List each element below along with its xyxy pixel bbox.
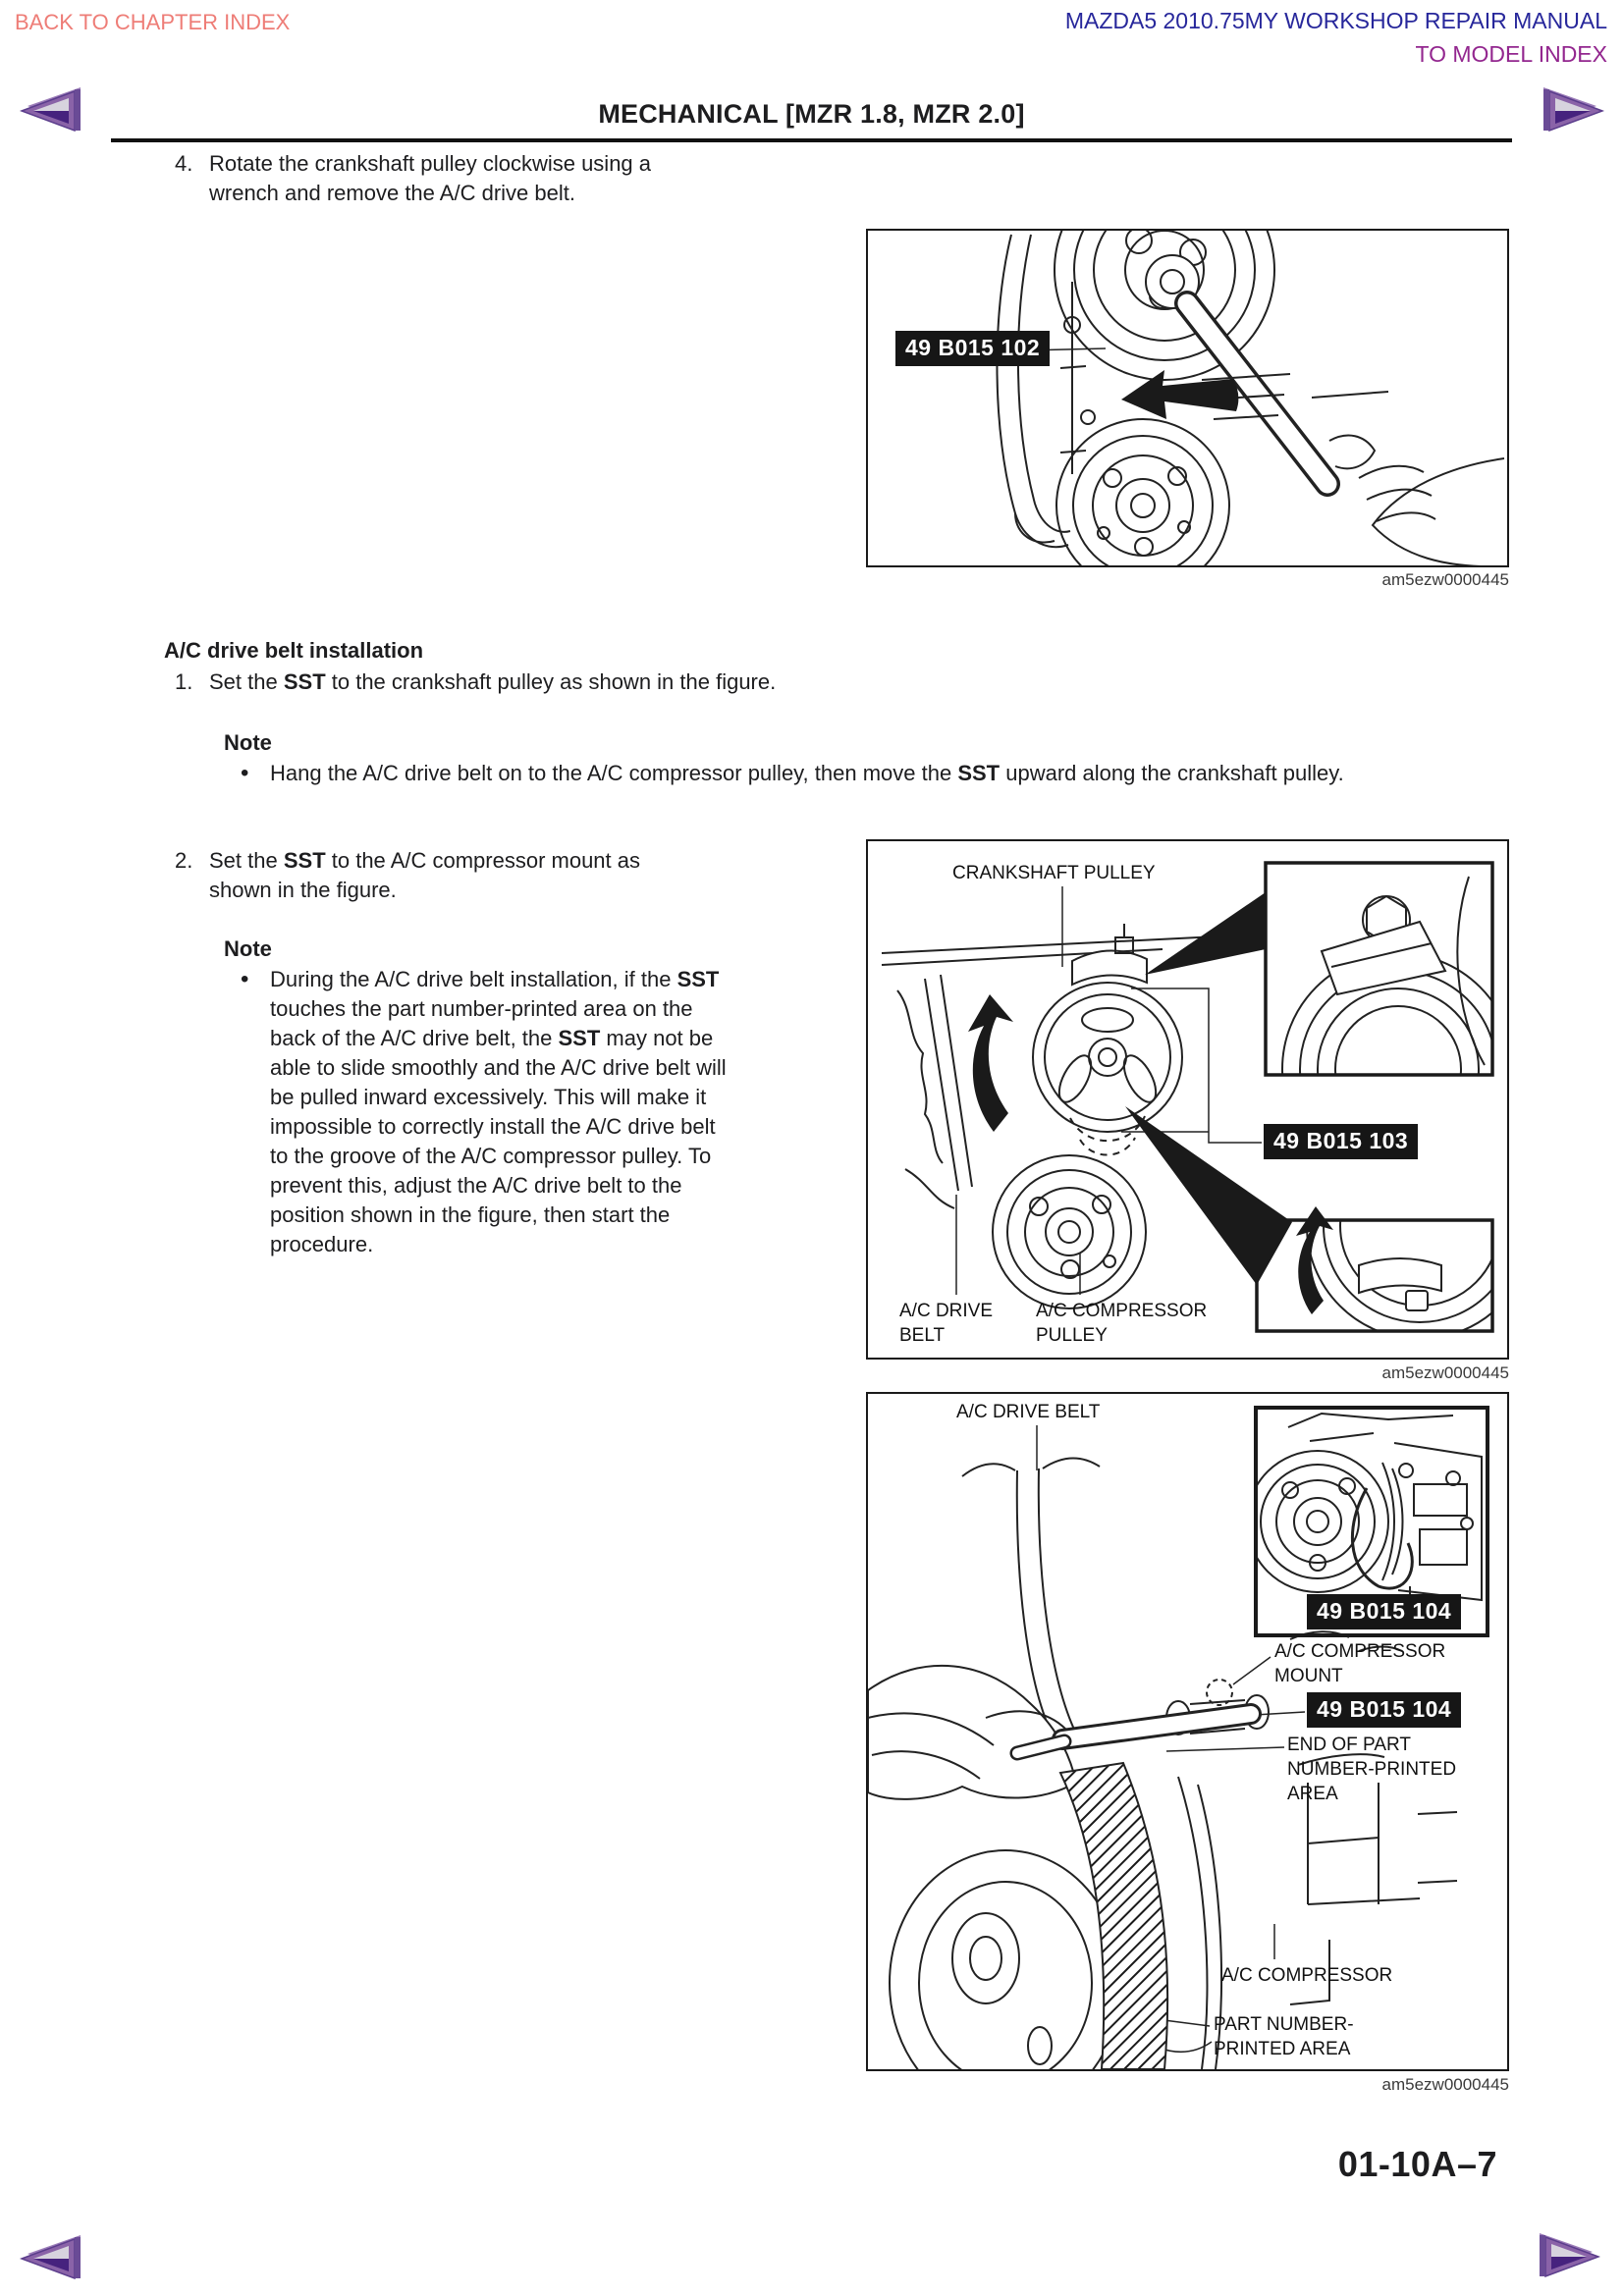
rotate-direction-arrow-icon [968,994,1013,1132]
sst-bold: SST [558,1026,601,1050]
step-1 [175,667,1058,697]
note-1-heading: Note [224,730,272,755]
step-1-text: Set the SST to the crankshaft pulley as shown in the figure. [209,669,777,694]
figure-1-caption: am5ezw0000445 [1381,570,1509,589]
back-to-chapter-index-link[interactable]: BACK TO CHAPTER INDEX [15,10,291,34]
step-4-number: 4. [175,151,193,176]
top-right-header [1065,6,1607,69]
manual-title: MAZDA5 2010.75MY WORKSHOP REPAIR MANUAL [1064,8,1607,33]
sst-callout-104-inset: 49 B015 104 [1307,1594,1461,1629]
step-4 [175,149,685,208]
ac-compressor-pulley-label: A/C COMPRESSOR PULLEY [1036,1301,1208,1346]
sst-callout-103: 49 B015 103 [1264,1124,1418,1159]
step-4-text: Rotate the crankshaft pulley clockwise using a wrench and remove the A/C drive belt. [209,151,652,205]
to-model-index-link[interactable]: TO MODEL INDEX [1415,41,1607,67]
ac-compressor-label: A/C COMPRESSOR [1221,1965,1393,1986]
figure-belt-removal [866,229,1509,567]
ac-drive-belt-label: A/C DRIVE BELT [956,1402,1101,1422]
end-of-part-number-area-label: END OF PART NUMBER-PRINTED AREA [1287,1735,1457,1804]
note-1-item [241,759,1434,788]
figure-3-caption: am5ezw0000445 [1381,2075,1509,2094]
header-rule [111,138,1512,142]
note-2-text: During the A/C drive belt installation, if the SST touches the part number-printed area on the back of the A/C drive belt, the SST may not be able to slide smoothly and the A/C drive belt will be pulled inward excessively. This will make it impossible to correctly install the A/C drive belt to the groove of the A/C compressor pulley. To prevent this, adjust the A/C drive belt to the position shown in the figure, then start the procedure. [270,967,727,1256]
step-1-number: 1. [175,669,193,694]
note-1-text: Hang the A/C drive belt on to the A/C compressor pulley, then move the SST upward along the crankshaft pulley. [270,761,1344,785]
sst-bold: SST [676,967,720,991]
part-number-printed-area-label: PART NUMBER-PRINTED AREA [1214,2014,1354,2059]
rotate-direction-arrow-icon [1296,1206,1333,1314]
crankshaft-pulley-label: CRANKSHAFT PULLEY [952,863,1156,883]
installation-heading: A/C drive belt installation [164,638,424,663]
figure-sst-compressor-mount [866,1392,1509,2071]
sst-bold: SST [283,848,326,873]
sst-callout-102: 49 B015 102 [895,331,1050,366]
sst-bold: SST [283,669,326,694]
next-page-arrow-bottom-icon[interactable] [1536,2232,1600,2277]
inset-pointer-icon [1145,892,1266,975]
section-header: MECHANICAL [MZR 1.8, MZR 2.0] [598,99,1025,129]
sst-callout-104: 49 B015 104 [1307,1692,1461,1728]
sst-bold: SST [957,761,1001,785]
step-2-text: Set the SST to the A/C compressor mount as shown in the figure. [209,848,641,902]
page-number: 01-10A–7 [1337,2144,1497,2184]
figure-2-caption: am5ezw0000445 [1381,1363,1509,1382]
ac-compressor-mount-label: A/C COMPRESSOR MOUNT [1274,1641,1446,1686]
prev-page-arrow-bottom-icon[interactable] [20,2234,84,2279]
sst-crankshaft-drawing [868,841,1507,1358]
note-2-heading: Note [224,936,272,961]
note-2-item [241,965,736,1259]
step-2 [175,846,671,905]
bullet-icon: • [241,966,249,992]
figure-sst-crankshaft-pulley [866,839,1509,1360]
part-number-hatched-area [1060,1763,1167,2069]
bullet-icon: • [241,760,249,786]
ac-drive-belt-label: A/C DRIVE BELT [899,1301,994,1346]
step-2-number: 2. [175,848,193,873]
belt-removal-drawing [868,231,1507,565]
